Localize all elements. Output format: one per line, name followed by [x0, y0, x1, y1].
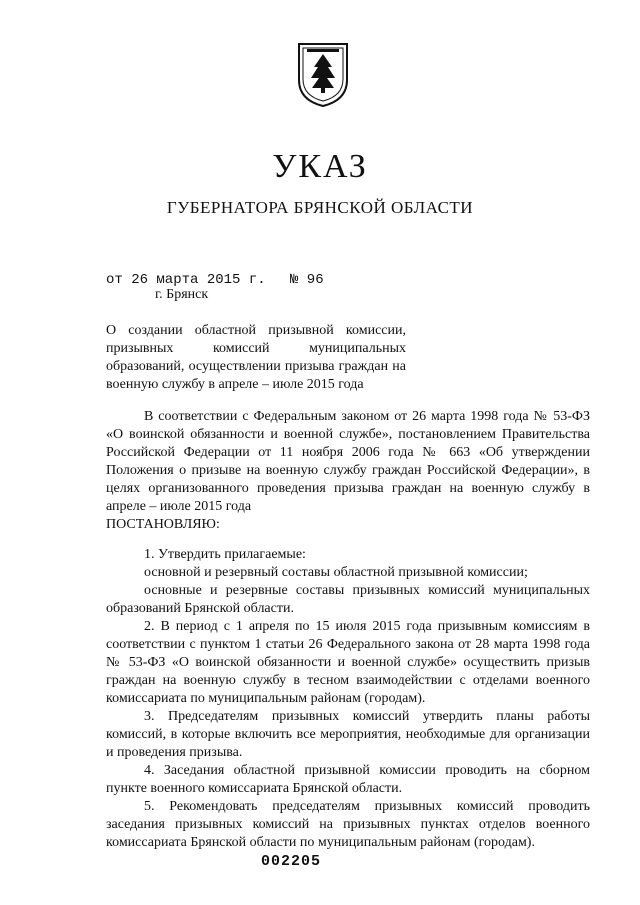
point-5: 5. Рекомендовать председателям призывных комиссий проводить заседания призывных комиссий на призывных пунктах отделов военного комиссариата Брянской области по муниципальным районам (городам). [106, 799, 590, 850]
point-3: 3. Председателям призывных комиссий утвердить планы работы комиссий, в которые включить все мероприятия, необходимые для организации и проведения призыва. [106, 709, 590, 760]
decree-number: № 96 [290, 272, 324, 288]
point-2: 2. В период с 1 апреля по 15 июля 2015 года призывным комиссиям в соответствии с пунктом 1 статьи 26 Федерального закона от 28 марта 1998 года № 53-ФЗ «О воинской обязанности и военной службе» осуществить призыв граждан на военную службу в тесном взаимодействии с отделами военного комиссариата по муниципальным районам (городам). [106, 619, 590, 706]
point-1: 1. Утвердить прилагаемые: [144, 547, 306, 562]
document-subtitle: ГУБЕРНАТОРА БРЯНСКОЙ ОБЛАСТИ [166, 198, 474, 217]
decree-body [106, 408, 590, 852]
decree-city: г. Брянск [155, 287, 209, 302]
decree-subject: О создании областной призывной комиссии, призывных комиссий муниципальных образований, осуществлении призыва граждан на военную службу в апреле – июле 2015 года [106, 323, 406, 392]
point-1-item-1: основной и резервный составы областной призывной комиссии; [144, 565, 528, 580]
serial-number: 002205 [261, 853, 322, 870]
document-title: УКАЗ [272, 148, 368, 185]
coat-of-arms-icon [295, 40, 351, 108]
decree-date: от 26 марта 2015 г. [106, 272, 266, 288]
decree-word: ПОСТАНОВЛЯЮ: [106, 517, 220, 532]
point-1-item-2: основные и резервные составы призывных комиссий муниципальных образований Брянской области. [106, 583, 590, 616]
point-4: 4. Заседания областной призывной комиссии проводить на сборном пункте военного комиссариата Брянской области. [106, 763, 590, 796]
preamble: В соответствии с Федеральным законом от 26 марта 1998 года № 53-ФЗ «О воинской обязанности и военной службе», постановлением Правительства Российской Федерации от 11 ноября 2006 года № 663 «Об утверждении Положения о призыве на военную службу граждан Российской Федерации», в целях организованного проведения призыва граждан на военную службу в апреле – июле 2015 года [106, 409, 590, 514]
